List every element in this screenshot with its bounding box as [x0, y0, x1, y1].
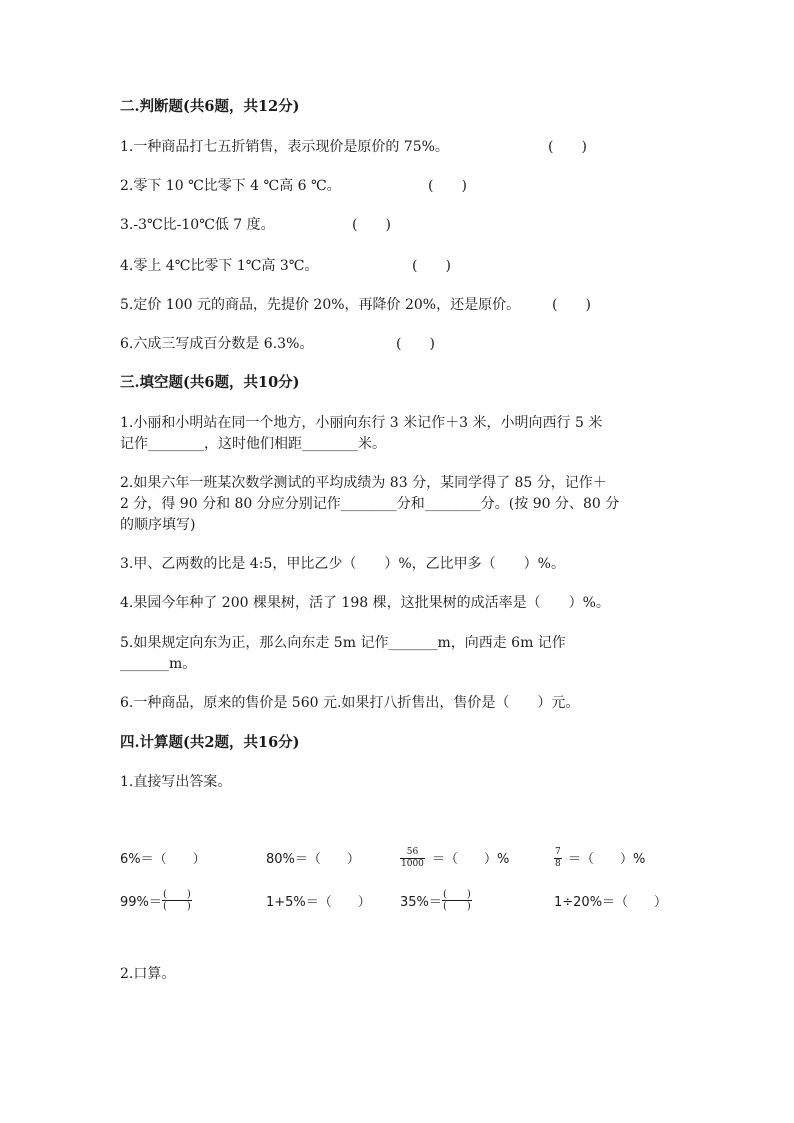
calc-item: ＝（ ）%: [432, 852, 510, 867]
fraction: [442, 889, 472, 912]
section-heading-calculation: 四.计算题(共2题，共16分): [120, 734, 300, 751]
fraction: [162, 889, 192, 912]
question-text: 2 分，得 90 分和 80 分应分别记作________分和________分。(按 90 分、80 分: [120, 496, 620, 512]
answer-parentheses[interactable]: ( ): [352, 217, 391, 233]
question-text: 1.小丽和小明站在同一个地方，小丽向东行 3 米记作＋3 米，小明向西行 5 米: [120, 415, 603, 431]
question-text: 的顺序填写): [120, 517, 196, 533]
answer-parentheses[interactable]: ( ): [412, 258, 451, 274]
question-text: 5.定价 100 元的商品，先提价 20%，再降价 20%，还是原价。: [120, 297, 521, 313]
fraction-numerator: 56: [406, 847, 419, 857]
question-text: _______m。: [120, 656, 197, 672]
fraction-denominator: 8: [555, 859, 561, 869]
calc-item: 35%＝: [400, 895, 442, 910]
fraction-numerator: ( ): [163, 889, 191, 900]
question-text: 6.六成三写成百分数是 6.3%。: [120, 336, 314, 352]
question-text: 2.口算。: [120, 966, 176, 982]
answer-parentheses[interactable]: ( ): [548, 139, 587, 155]
question-text: 3.-3℃比-10℃低 7 度。: [120, 217, 275, 233]
question-text: 4.零上 4℃比零下 1℃高 3℃。: [120, 258, 319, 274]
question-text: 2.如果六年一班某次数学测试的平均成绩为 83 分，某同学得了 85 分，记作＋: [120, 475, 607, 491]
question-text: 记作________，这时他们相距________米。: [120, 436, 386, 452]
question-text: 4.果园今年种了 200 棵果树，活了 198 棵，这批果树的成活率是（ ）%。: [120, 595, 610, 611]
fraction-numerator: 7: [555, 847, 561, 857]
calc-item: 99%＝: [120, 895, 162, 910]
question-text: 6.一种商品，原来的售价是 560 元.如果打八折售出，售价是（ ）元。: [120, 695, 580, 711]
answer-parentheses[interactable]: ( ): [396, 336, 435, 352]
question-text: 1.一种商品打七五折销售，表示现价是原价的 75%。: [120, 139, 449, 155]
calc-item: ＝（ ）%: [568, 852, 646, 867]
fraction-denominator: ( ): [163, 901, 191, 912]
section-heading-true-false: 二.判断题(共6题，共12分): [120, 98, 300, 115]
fraction-numerator: ( ): [443, 889, 471, 900]
fraction: [400, 847, 425, 870]
question-text: 5.如果规定向东为正，那么向东走 5m 记作_______m，向西走 6m 记作: [120, 635, 566, 651]
fraction-denominator: 1000: [401, 859, 424, 869]
answer-parentheses[interactable]: ( ): [552, 297, 591, 313]
calc-item: 1÷20%＝（ ）: [554, 895, 668, 910]
section-heading-fill-blank: 三.填空题(共6题，共10分): [120, 374, 300, 391]
calc-item: 1+5%＝（ ）: [266, 895, 371, 910]
question-text: 2.零下 10 ℃比零下 4 ℃高 6 ℃。: [120, 178, 341, 194]
question-text: 1.直接写出答案。: [120, 774, 232, 790]
answer-parentheses[interactable]: ( ): [428, 178, 467, 194]
calc-item: 6%＝（ ）: [120, 852, 206, 867]
fraction-denominator: ( ): [443, 901, 471, 912]
fraction: [554, 847, 562, 870]
calc-item: 80%＝（ ）: [266, 852, 360, 867]
question-text: 3.甲、乙两数的比是 4:5，甲比乙少（ ）%，乙比甲多（ ）%。: [120, 556, 565, 572]
